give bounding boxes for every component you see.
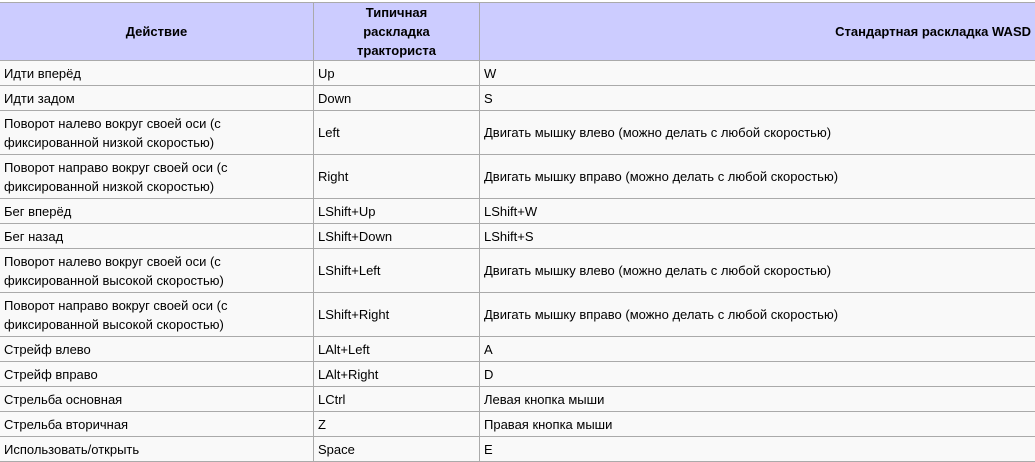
cell-tractor-key: Right [314,155,480,199]
header-row [0,3,1035,61]
cell-wasd-key: Двигать мышку вправо (можно делать с любой скоростью) [480,293,1035,337]
header-wasd-layout: Стандартная раскладка WASD [480,3,1035,61]
table-body [0,61,1035,462]
table-row [0,412,1035,437]
table-row [0,155,1035,199]
cell-wasd-key: Правая кнопка мыши [480,412,1035,437]
cell-tractor-key: LCtrl [314,387,480,412]
cell-wasd-key: LShift+W [480,199,1035,224]
cell-tractor-key: LShift+Up [314,199,480,224]
cell-wasd-key: Левая кнопка мыши [480,387,1035,412]
cell-tractor-key: Left [314,111,480,155]
table-row [0,437,1035,462]
table-wrapper [0,2,1035,462]
cell-tractor-key: Z [314,412,480,437]
cell-wasd-key: D [480,362,1035,387]
cell-wasd-key: LShift+S [480,224,1035,249]
cell-wasd-key: W [480,61,1035,86]
cell-tractor-key: LShift+Down [314,224,480,249]
cell-action: Идти задом [0,86,314,111]
cell-action: Поворот налево вокруг своей оси (с фиксированной высокой скоростью) [0,249,314,293]
table-row [0,61,1035,86]
cell-tractor-key: LShift+Right [314,293,480,337]
cell-tractor-key: Down [314,86,480,111]
cell-tractor-key: LShift+Left [314,249,480,293]
cell-action: Поворот налево вокруг своей оси (с фиксированной низкой скоростью) [0,111,314,155]
table-row [0,387,1035,412]
cell-action: Стрельба вторичная [0,412,314,437]
cell-action: Поворот направо вокруг своей оси (с фиксированной низкой скоростью) [0,155,314,199]
table-row [0,337,1035,362]
table-row [0,293,1035,337]
cell-action: Бег назад [0,224,314,249]
table-row [0,224,1035,249]
header-action: Действие [0,3,314,61]
table-row [0,249,1035,293]
cell-tractor-key: Up [314,61,480,86]
table-row [0,362,1035,387]
cell-action: Бег вперёд [0,199,314,224]
cell-action: Идти вперёд [0,61,314,86]
cell-action: Стрельба основная [0,387,314,412]
cell-wasd-key: E [480,437,1035,462]
cell-tractor-key: LAlt+Right [314,362,480,387]
cell-wasd-key: Двигать мышку влево (можно делать с любой скоростью) [480,249,1035,293]
cell-wasd-key: Двигать мышку влево (можно делать с любой скоростью) [480,111,1035,155]
cell-tractor-key: LAlt+Left [314,337,480,362]
controls-table [0,2,1035,462]
table-row [0,86,1035,111]
cell-wasd-key: Двигать мышку вправо (можно делать с любой скоростью) [480,155,1035,199]
cell-action: Поворот направо вокруг своей оси (с фиксированной высокой скоростью) [0,293,314,337]
cell-action: Стрейф влево [0,337,314,362]
cell-wasd-key: A [480,337,1035,362]
header-tractor-layout: Типичная раскладка тракториста [314,3,480,61]
cell-tractor-key: Space [314,437,480,462]
cell-action: Стрейф вправо [0,362,314,387]
table-row [0,199,1035,224]
cell-wasd-key: S [480,86,1035,111]
cell-action: Использовать/открыть [0,437,314,462]
table-row [0,111,1035,155]
